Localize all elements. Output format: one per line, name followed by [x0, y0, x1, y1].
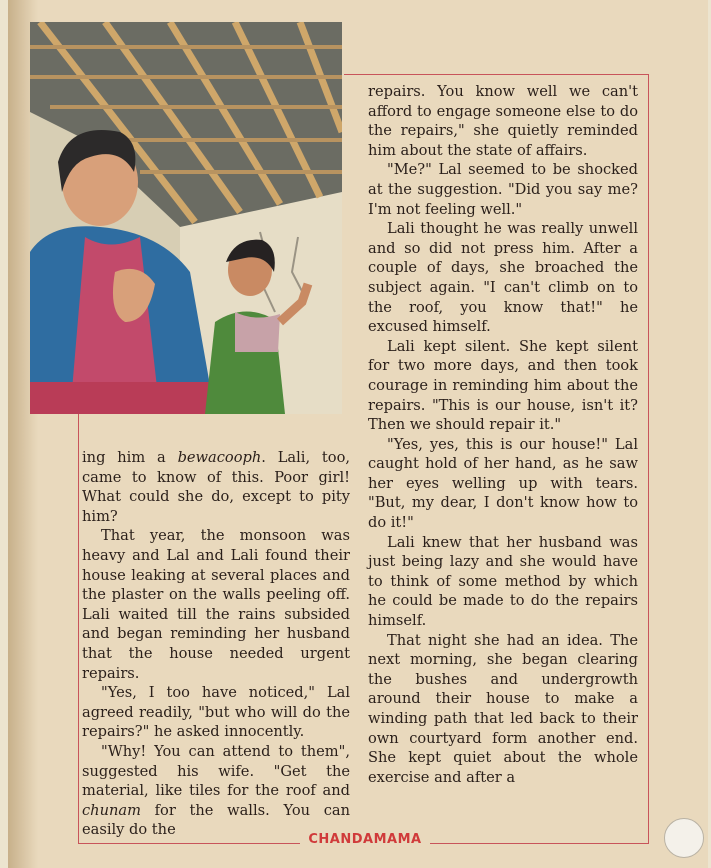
story-paragraph [82, 448, 350, 526]
border-left [78, 414, 79, 844]
story-paragraph [368, 82, 638, 160]
story-paragraph [82, 526, 350, 683]
border-right [648, 74, 649, 844]
italic-term: bewacooph [177, 449, 262, 466]
border-bottom-left [78, 843, 300, 844]
italic-term: chunam [82, 801, 141, 819]
border-top-right [344, 74, 649, 75]
paragraph-text: Lali knew that her husband was just being lazy and she would have to think of some method by which he could be made to do the repairs himself. [368, 533, 638, 630]
paragraph-text: That night she had an idea. The next morning, she began clearing the bushes and undergrowth around their house to make a winding path that led back to their own courtyard form another end. She kept quiet about the whole exercise and after a [368, 631, 638, 786]
story-paragraph [368, 219, 638, 337]
paragraph-text: Lali thought he was really unwell and so did not press him. After a couple of days, she broached the subject again. "I can't climb on to the roof, you know that!" he excused himself. [368, 220, 638, 336]
paragraph-text: ing him a [82, 449, 178, 466]
paragraph-text: for the walls. You can easily do the [82, 801, 350, 839]
paragraph-text: repairs. You know well we can't afford to engage someone else to do the repairs," she quietly reminded him about the state of affairs. [368, 83, 638, 159]
story-paragraph [82, 742, 350, 840]
magazine-footer-title: CHANDAMAMA [308, 832, 422, 847]
border-bottom-right [430, 843, 649, 844]
library-stamp-icon [664, 818, 704, 858]
paragraph-text: That year, the monsoon was heavy and Lal and Lali found their house leaking at several places and the plaster on the walls peeling off. Lali waited till the rains subsided and began reminding her husband that the house needed urgent repairs. [82, 527, 350, 682]
story-paragraph [82, 683, 350, 742]
paragraph-text: "Yes, yes, this is our house!" Lal caught hold of her hand, as he saw her eyes welling up with tears. "But, my dear, I don't know how to do it!" [368, 435, 638, 532]
paragraph-text: . Lali, too, came to know of this. Poor girl! What could she do, except to pity him? [82, 449, 351, 525]
paragraph-text: Lali kept silent. She kept silent for two more days, and then took courage in reminding him about the repairs. "This is our house, isn't it? Then we should repair it." [368, 337, 638, 434]
paragraph-text: "Why! You can attend to them", suggested his wife. "Get the material, like tiles for the roof and [82, 742, 350, 800]
story-paragraph [368, 337, 638, 435]
story-paragraph [368, 160, 638, 219]
story-paragraph [368, 533, 638, 631]
illustration-art [30, 22, 342, 414]
paragraph-text: "Me?" Lal seemed to be shocked at the suggestion. "Did you say me? I'm not feeling well." [368, 161, 638, 218]
story-paragraph [368, 435, 638, 533]
paragraph-text: "Yes, I too have noticed," Lal agreed readily, "but who will do the repairs?" he asked innocently. [82, 684, 350, 741]
story-illustration [30, 22, 342, 414]
story-column-right [368, 82, 638, 787]
story-paragraph [368, 631, 638, 788]
story-column-left [82, 448, 350, 840]
